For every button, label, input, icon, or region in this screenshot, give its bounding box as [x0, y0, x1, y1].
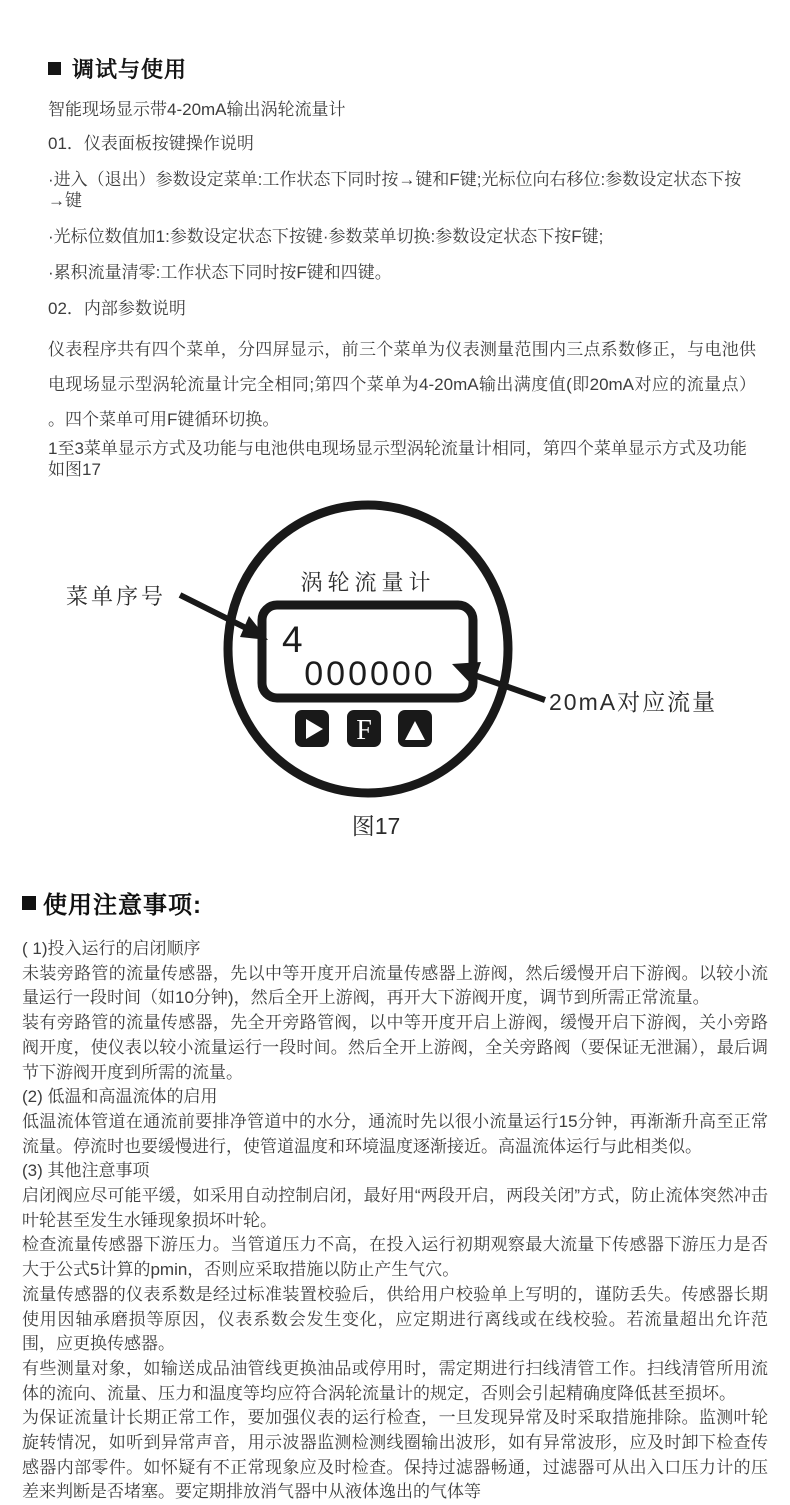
section-debug-and-use [0, 0, 790, 480]
square-bullet-icon [22, 896, 36, 910]
precaution-paragraph: 有些测量对象，如输送成品油管线更换油品或停用时，需定期进行扫线清管工作。扫线清管所用流体的流向、流量、压力和温度等均应符合涡轮流量计的规定，否则会引起精确度降低甚至损坏。 [22, 1358, 768, 1403]
bullet-line: ·光标位数值加1:参数设定状态下按键·参数菜单切换:参数设定状态下按F键; [48, 227, 604, 246]
bullet-line: ·进入（退出）参数设定菜单:工作状态下同时按→键和F键;光标位向右移位:参数设定状态下按→键 [48, 170, 742, 210]
figure-caption: 图17 [351, 813, 401, 839]
20ma-flow-callout-label: 20mA对应流量 [549, 689, 718, 715]
meter-title: 涡轮流量计 [300, 570, 436, 595]
precaution-paragraph: (2) 低温和高温流体的启用 [22, 1087, 218, 1107]
f-key-icon: F [356, 715, 372, 746]
precaution-paragraph: 为保证流量计长期正常工作，要加强仪表的运行检查，一旦发现异常及时采取措施排除。监测叶轮旋转情况，如听到异常声音，用示波器监测检测线圈输出波形，如有异常波形，应及时卸下检查传感器内部零件。如怀疑有不正常现象应及时检查。保持过滤器畅通，过滤器可从出入口压力计的压差来判断是否堵塞。要定期排放消气器中从液体逸出的气体等 [22, 1408, 768, 1502]
precaution-paragraph: 检查流量传感器下游压力。当管道压力不高，在投入运行初期观察最大流量下传感器下游压力是否大于公式5计算的pmin，否则应采取措施以防止产生气穴。 [22, 1235, 768, 1280]
precaution-paragraph: 低温流体管道在通流前要排净管道中的水分，通流时先以很小流量运行15分钟，再渐渐升高至正常流量。停流时也要缓慢进行，使管道温度和环境温度逐渐接近。高温流体运行与此相类似。 [22, 1111, 768, 1156]
figure-reference-paragraph: 1至3菜单显示方式及功能与电池供电现场显示型涡轮流量计相同，第四个菜单显示方式及功能如图17 [48, 439, 747, 479]
precaution-paragraph: ( 1)投入运行的启闭顺序 [22, 939, 201, 958]
precaution-paragraph: 装有旁路管的流量传感器，先全开旁路管阀，以中等开度开启上游阀，缓慢开启下游阀，关小旁路阀开度，使仪表以较小流量运行一段时间。然后全开上游阀，全关旁路阀（要保证无泄漏），最后调节下游阀开度到所需的流量。 [22, 1013, 768, 1082]
up-arrow-key [398, 710, 432, 747]
section-title-usage-precautions [22, 885, 768, 920]
square-bullet-icon [48, 62, 61, 75]
right-arrow-key [295, 710, 329, 747]
item-01-title: 01．仪表面板按键操作说明 [48, 134, 254, 153]
precaution-paragraph: 流量传感器的仪表系数是经过标准装置校验后，供给用户校验单上写明的，谨防丢失。传感器长期使用因轴承磨损等原因，仪表系数会发生变化，应定期进行离线或在线校验。若流量超出允许范围，应更换传感器。 [22, 1284, 768, 1354]
precaution-paragraph: (3) 其他注意事项 [22, 1161, 150, 1181]
precaution-paragraph: 未装旁路管的流量传感器，先以中等开度开启流量传感器上游阀，然后缓慢开启下游阀。以较小流量运行一段时间（如10分钟)，然后全开上游阀，再开大下游阀开度，调节到所需正常流量。 [22, 963, 768, 1008]
f-key [347, 710, 381, 747]
section-usage-precautions [0, 849, 790, 1505]
section-title-text: 调试与使用 [72, 57, 188, 82]
bullet-line: ·累积流量清零:工作状态下同时按F键和四键。 [48, 263, 392, 282]
section-title-text: 使用注意事项: [43, 892, 202, 919]
display-value: 000000 [304, 655, 436, 693]
intro-line: 智能现场显示带4-20mA输出涡轮流量计 [48, 100, 346, 119]
item-02-title: 02．内部参数说明 [48, 299, 186, 318]
precaution-paragraph: 启闭阀应尽可能平缓，如采用自动控制启闭，最好用“两段开启，两段关闭”方式，防止流体突然冲击叶轮甚至发生水锤现象损坏叶轮。 [22, 1186, 768, 1230]
precautions-text-block [22, 937, 768, 1505]
meter-face-drawing [0, 497, 790, 849]
menu-number-value: 4 [282, 619, 303, 660]
menus-description-paragraph: 仪表程序共有四个菜单，分四屏显示，前三个菜单为仪表测量范围内三点系数修正，与电池供电现场显示型涡轮流量计完全相同;第四个菜单为4-20mA输出满度值(即20mA对应的流量点） 。四个菜单可用F键循环切换。 [48, 340, 756, 429]
menu-number-callout-label: 菜单序号 [66, 584, 167, 609]
figure-17-diagram [0, 497, 790, 849]
section-title-debug-and-use [48, 53, 756, 84]
